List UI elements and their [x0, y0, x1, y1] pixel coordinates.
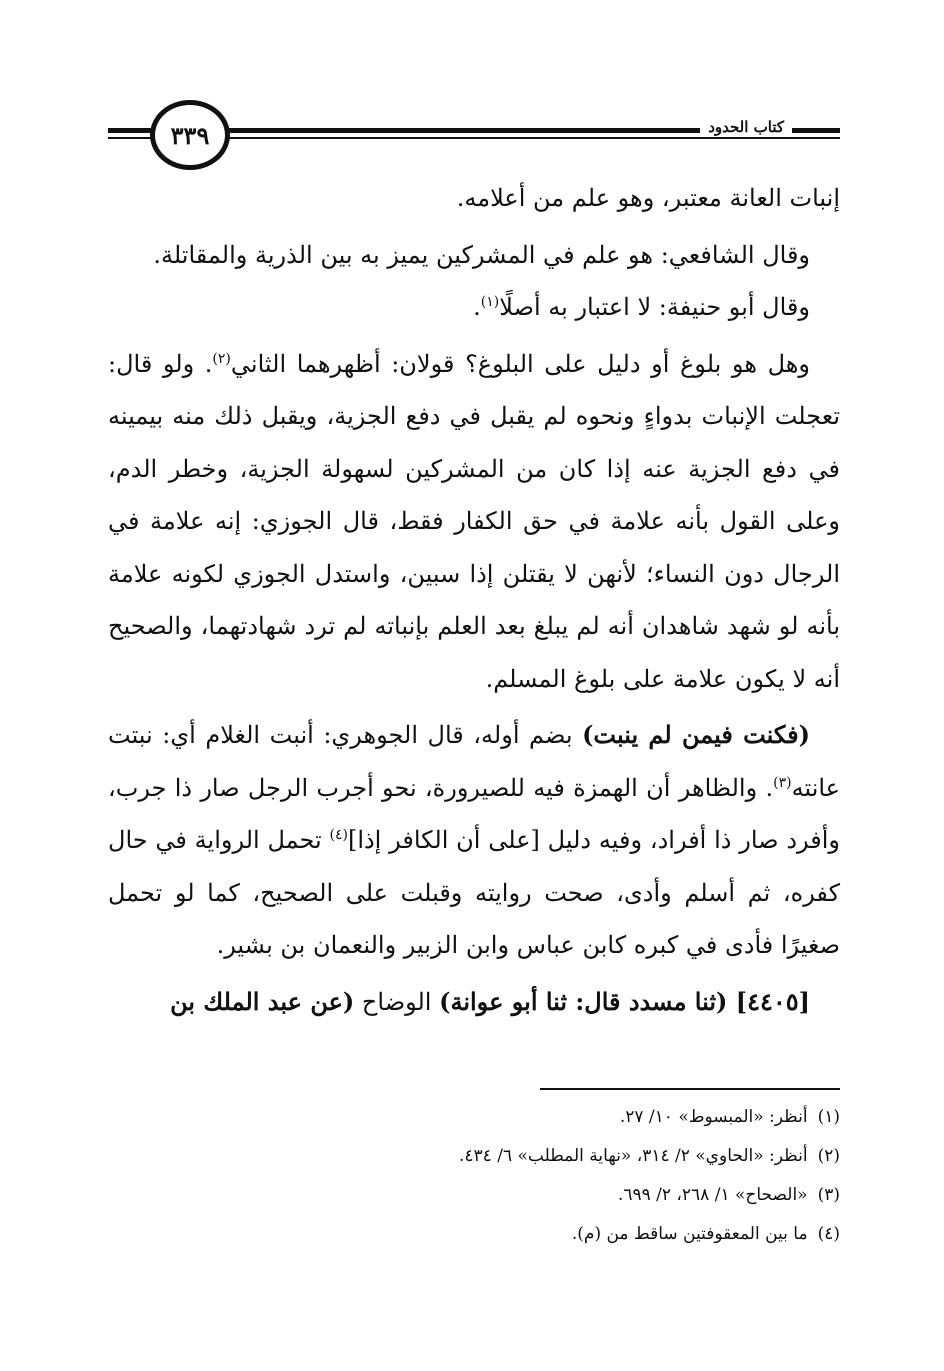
paragraph: وهل هو بلوغ أو دليل على البلوغ؟ قولان: أظهرهما الثاني$^{(٢)}$. ولو قال: تعجلت الإنبات بدواءٍ ونحوه لم يقبل في دفع الجزية، ويقبل ذلك منه بيمينه في دفع الجزية عنه إذا كان من المشركين لسهولة الجزية، وخطر الدم، وعلى القول بأنه علامة في حق الكفار فقط، قال الجوزي: إنه علامة في الرجال دون النساء؛ لأنهن لا يقتلن إذا سبين، واستدل الجوزي لكونه علامة بأنه لو شهد شاهدان أنه لم يبلغ بعد العلم بإنباته لم ترد شهادتهما، والصحيح أنه لا يكون علامة على بلوغ المسلم. [108, 349, 840, 693]
hadith-quote: (فكنت فيمن لم ينبت) [582, 720, 811, 749]
footnote-ref[interactable]: (١) [480, 294, 500, 310]
main-text [108, 172, 840, 1028]
footnote: (١)أنظر: «المبسوط» ١٠/ ٢٧. [619, 1107, 840, 1127]
footnote-ref[interactable]: (٣) [773, 774, 792, 791]
paragraph: (فكنت فيمن لم ينبت) بضم أوله، قال الجوهري: أنبت الغلام أي: نبتت عانته$^{(٣)}$. والظاهر أن الهمزة فيه للصيرورة، نحو أجرب الرجل صار ذا جرب، وأفرد صار ذا أفراد، وفيه دليل [على أن الكافر إذا]$^{(٤)}$ تحمل الرواية في حال كفره، ثم أسلم وأدى، صحت روايته وقبلت على الصحيح، كما لو تحمل صغيرًا فأدى في كبره كابن عباس وابن الزبير والنعمان بن بشير. [108, 720, 841, 959]
hadith-number: [٤٤٠٥] (ثنا مسدد قال: ثنا أبو عوانة) [439, 986, 810, 1016]
footnote-separator [540, 1088, 840, 1090]
page-number: ٣٣٩ [150, 100, 230, 170]
footnote-ref[interactable]: (٢) [212, 350, 231, 367]
paragraph: وقال أبو حنيفة: لا اعتبار به أصلًا$^{(١)}$. [473, 293, 810, 321]
footnote-ref[interactable]: (٤) [329, 827, 348, 843]
footnote: (٢)أنظر: «الحاوي» ٢/ ٣١٤، «نهاية المطلب» ٦/ ٤٣٤. [459, 1146, 840, 1166]
paragraph: وقال الشافعي: هو علم في المشركين يميز به بين الذرية والمقاتلة. [153, 240, 810, 269]
footnotes [180, 1098, 840, 1254]
book-title: كتاب الحدود [700, 118, 792, 136]
paragraph: إنبات العانة معتبر، وهو علم من أعلامه. [456, 184, 840, 212]
paragraph: [٤٤٠٥] (ثنا مسدد قال: ثنا أبو عوانة) الوضاح (عن عبد الملك بن [170, 986, 810, 1016]
footnote: (٣)«الصحاح» ١/ ٢٦٨، ٢/ ٦٩٩. [617, 1185, 840, 1205]
running-header [108, 98, 840, 168]
footnote: (٤)ما بين المعقوفتين ساقط من (م). [571, 1224, 840, 1244]
